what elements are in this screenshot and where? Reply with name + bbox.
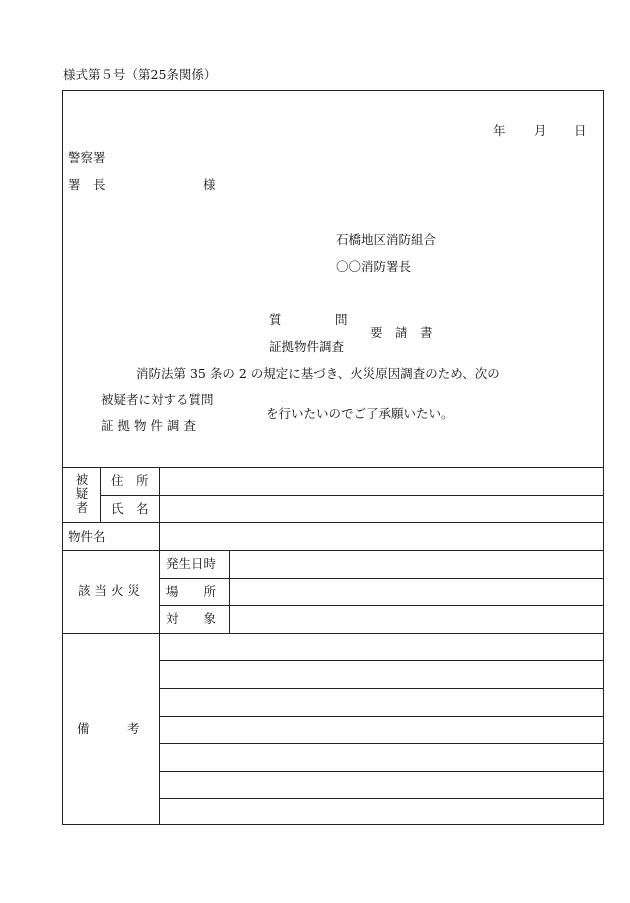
table-line-fire-remarks xyxy=(62,633,604,634)
body-continuation: を行いたいのでご了承願いたい。 xyxy=(266,406,454,421)
table-line-fire-place xyxy=(159,605,604,606)
title-option-question-2: 問 xyxy=(335,312,348,327)
body-choice-question: 被疑者に対する質問 xyxy=(101,392,214,407)
table-vline-main xyxy=(159,467,160,825)
date-month-label: 月 xyxy=(534,123,547,138)
police-station-label: 警察署 xyxy=(68,150,106,165)
table-line-fire-date xyxy=(159,578,604,579)
date-year-label: 年 xyxy=(493,123,506,138)
remarks-label: 備 考 xyxy=(77,721,140,736)
fire-target-label: 対 象 xyxy=(166,611,217,626)
name-label: 氏 名 xyxy=(111,501,149,516)
address-label: 住 所 xyxy=(111,473,149,488)
sender-organization: 石橋地区消防組合 xyxy=(336,232,437,247)
sender-chief: 〇〇消防署長 xyxy=(336,259,412,274)
remarks-line-4 xyxy=(159,743,604,744)
article-label: 物件名 xyxy=(68,529,106,544)
honorific-label: 様 xyxy=(203,177,216,192)
date-day-label: 日 xyxy=(574,123,587,138)
remarks-line-6 xyxy=(159,798,604,799)
remarks-line-1 xyxy=(159,660,604,661)
remarks-line-2 xyxy=(159,688,604,689)
chief-label: 署 長 xyxy=(68,177,106,192)
table-vline-suspect xyxy=(100,467,101,522)
title-option-evidence: 証拠物件調査 xyxy=(269,339,345,354)
table-line-article-fire xyxy=(62,550,604,551)
fire-label: 該 当 火 災 xyxy=(78,583,140,598)
table-line-address-name xyxy=(100,495,604,496)
remarks-line-3 xyxy=(159,716,604,717)
body-line-1: 消防法第 35 条の 2 の規定に基づき、火災原因調査のため、次の xyxy=(136,366,500,381)
table-vline-fire xyxy=(229,550,230,633)
remarks-line-5 xyxy=(159,771,604,772)
request-form xyxy=(62,90,604,825)
form-number: 様式第５号（第25条関係） xyxy=(63,67,217,82)
table-line-suspect-article xyxy=(62,522,604,523)
body-choice-evidence: 証 拠 物 件 調 査 xyxy=(101,418,196,433)
fire-date-label: 発生日時 xyxy=(166,556,217,571)
title-suffix: 要 請 書 xyxy=(370,325,433,340)
table-top-border xyxy=(62,467,604,468)
title-option-question-1: 質 xyxy=(269,312,282,327)
fire-place-label: 場 所 xyxy=(166,584,217,599)
suspect-label: 被疑者 xyxy=(75,472,89,515)
